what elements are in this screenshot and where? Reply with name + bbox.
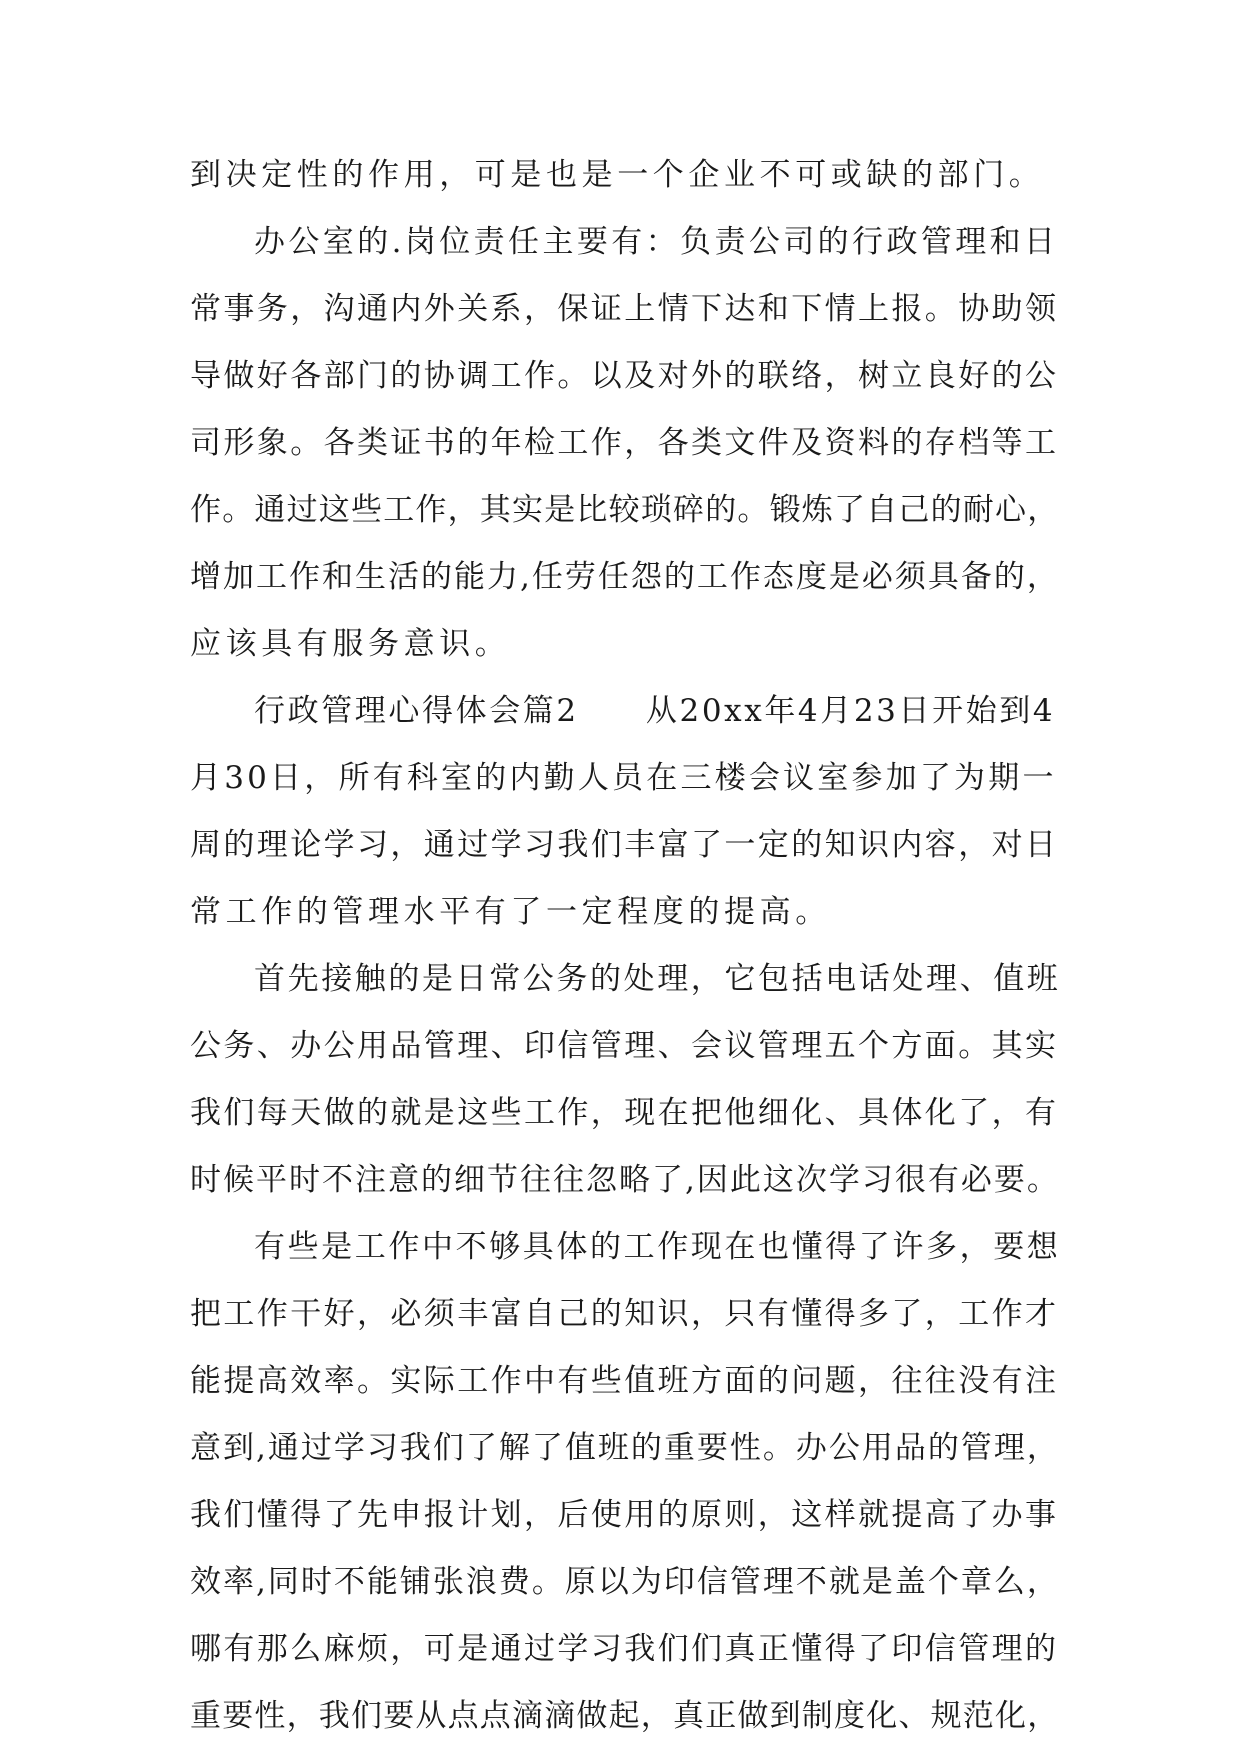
text-line: 作。通过这些工作，其实是比较琐碎的。锻炼了自己的耐心， <box>190 492 1060 528</box>
text-line: 办公室的.岗位责任主要有：负责公司的行政管理和日 <box>254 224 1059 260</box>
text-line: 意到,通过学习我们了解了值班的重要性。办公用品的管理， <box>190 1430 1060 1466</box>
text-line: 效率,同时不能铺张浪费。原以为印信管理不就是盖个章么， <box>190 1564 1060 1600</box>
text-line: 首先接触的是日常公务的处理，它包括电话处理、值班 <box>254 961 1061 997</box>
text-line: 导做好各部门的协调工作。以及对外的联络，树立良好的公 <box>190 358 1059 394</box>
text-line: 重要性，我们要从点点滴滴做起，真正做到制度化、规范化， <box>190 1698 1060 1734</box>
text-line: 增加工作和生活的能力,任劳任怨的工作态度是必须具备的， <box>190 559 1060 595</box>
text-line: 常事务，沟通内外关系，保证上情下达和下情上报。协助领 <box>190 291 1059 327</box>
text-line: 有些是工作中不够具体的工作现在也懂得了许多，要想 <box>254 1229 1061 1265</box>
text-line: 常工作的管理水平有了一定程度的提高。 <box>190 894 831 930</box>
text-line: 行政管理心得体会篇2 从20xx年4月23日开始到4 <box>254 693 1056 729</box>
text-line: 我们懂得了先申报计划，后使用的原则，这样就提高了办事 <box>190 1497 1059 1533</box>
text-line: 哪有那么麻烦，可是通过学习我们们真正懂得了印信管理的 <box>190 1631 1059 1667</box>
text-line: 我们每天做的就是这些工作，现在把他细化、具体化了，有 <box>190 1095 1059 1131</box>
text-line: 到决定性的作用，可是也是一个企业不可或缺的部门。 <box>190 157 1045 193</box>
text-line: 周的理论学习，通过学习我们丰富了一定的知识内容，对日 <box>190 827 1059 863</box>
text-line: 把工作干好，必须丰富自己的知识，只有懂得多了，工作才 <box>190 1296 1059 1332</box>
text-line: 公务、办公用品管理、印信管理、会议管理五个方面。其实 <box>190 1028 1059 1064</box>
text-line: 月30日，所有科室的内勤人员在三楼会议室参加了为期一 <box>190 760 1057 796</box>
text-line: 时候平时不注意的细节往往忽略了,因此这次学习很有必要。 <box>190 1162 1060 1198</box>
text-line: 应该具有服务意识。 <box>190 626 511 662</box>
text-line: 能提高效率。实际工作中有些值班方面的问题，往往没有注 <box>190 1363 1059 1399</box>
text-line: 司形象。各类证书的年检工作，各类文件及资料的存档等工 <box>190 425 1059 461</box>
